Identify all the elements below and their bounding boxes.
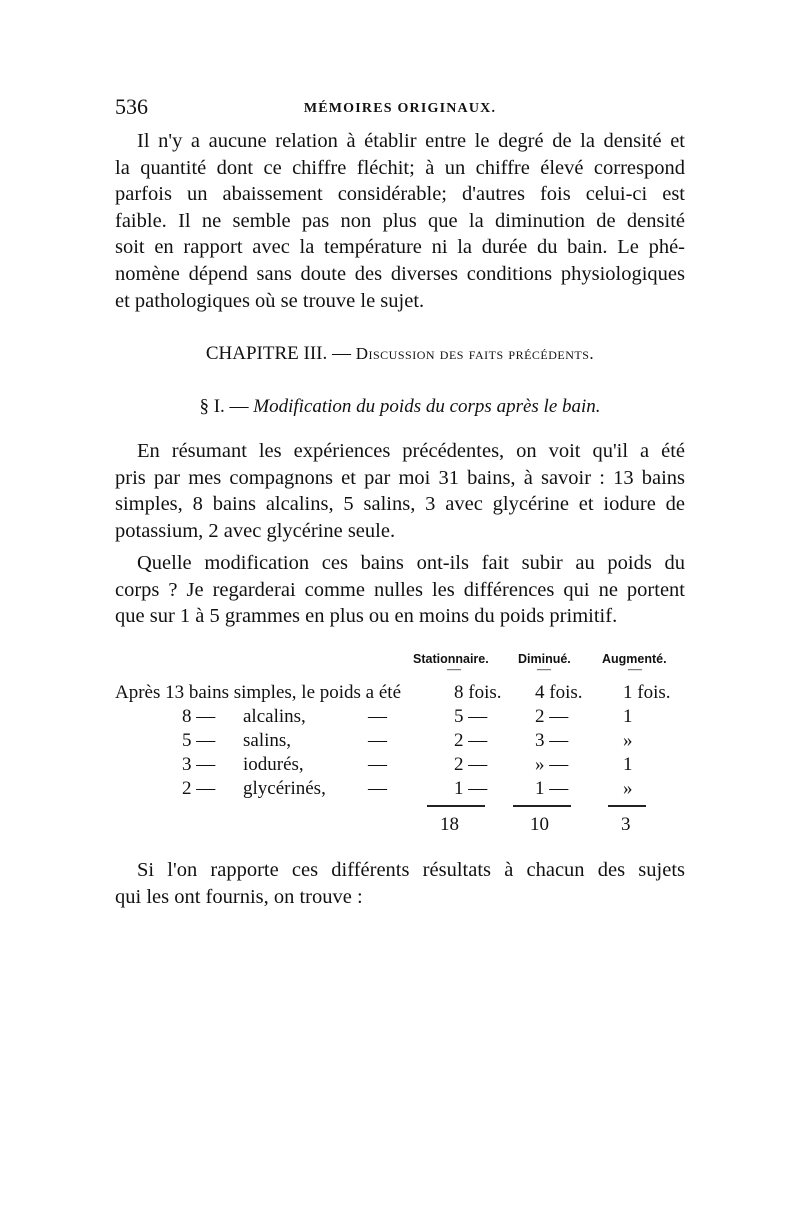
header-diminue: Diminué. — [518, 652, 571, 666]
total-diminue: 10 — [530, 814, 549, 835]
total-rule — [427, 805, 485, 807]
cell-diminue: 1 — — [535, 778, 569, 799]
cell-stationnaire: 1 — — [454, 778, 488, 799]
row-count: 3 — — [182, 754, 216, 775]
text-line: Si l'on rapporte ces différents résultats à chacun des sujets — [137, 859, 685, 881]
chapter-heading — [0, 343, 800, 365]
text-line: corps ? Je regarderai comme nulles les différences qui ne portent — [115, 578, 685, 601]
row-type: iodurés, — [243, 754, 304, 775]
paragraph-density — [115, 128, 685, 314]
text-line: soit en rapport avec la température ni la durée du bain. Le phé- — [115, 236, 685, 259]
header-dash: — — [628, 662, 642, 677]
cell-diminue: » — — [535, 754, 569, 775]
cell-stationnaire: 2 — — [454, 754, 488, 775]
cell-augmente: 1 fois. — [623, 682, 671, 703]
paragraph-conclusion — [115, 857, 685, 910]
row-sep: — — [368, 778, 387, 799]
text-line: parfois un abaissement considérable; d'autres fois celui-ci est — [115, 183, 685, 206]
row-sep: — — [368, 730, 387, 751]
cell-augmente: » — [623, 730, 633, 751]
text-line: et pathologiques où se trouve le sujet. — [115, 289, 425, 312]
header-augmente: Augmenté. — [602, 652, 667, 666]
cell-stationnaire: 8 fois. — [454, 682, 502, 703]
paragraph-summary — [115, 438, 685, 544]
header-dash: — — [447, 662, 461, 677]
row-count: 8 — — [182, 706, 216, 727]
section-heading — [0, 396, 800, 418]
running-title: MÉMOIRES ORIGINAUX. — [303, 101, 497, 116]
text-line: la quantité dont ce chiffre fléchit; à un chiffre élevé correspond — [115, 156, 685, 179]
text-line: faible. Il ne semble pas non plus que la diminution de densité — [115, 209, 685, 232]
cell-augmente: 1 — [623, 706, 633, 727]
text-line: Il n'y a aucune relation à établir entre le degré de la densité et — [137, 130, 685, 152]
cell-augmente: 1 — [623, 754, 633, 775]
cell-augmente: » — [623, 778, 633, 799]
row-count: 2 — — [182, 778, 216, 799]
cell-stationnaire: 5 — — [454, 706, 488, 727]
text-line: qui les ont fournis, on trouve : — [115, 885, 363, 908]
chapter-title: Discussion des faits précédents. — [355, 344, 595, 363]
text-line: simples, 8 bains alcalins, 5 salins, 3 avec glycérine et iodure de — [115, 493, 685, 516]
cell-diminue: 3 — — [535, 730, 569, 751]
page-number: 536 — [115, 94, 148, 119]
text-line: nomène dépend sans doute des diverses conditions physiologiques — [115, 262, 685, 285]
total-stationnaire: 18 — [440, 814, 459, 835]
section-title: Modification du poids du corps après le bain. — [253, 396, 601, 417]
row-type: glycérinés, — [243, 778, 326, 799]
chapter-number: CHAPITRE III. — — [205, 343, 351, 364]
total-rule — [513, 805, 571, 807]
text-line: En résumant les expériences précédentes, on voit qu'il a été — [137, 440, 685, 462]
text-line: que sur 1 à 5 grammes en plus ou en moins du poids primitif. — [115, 605, 618, 628]
paragraph-question — [115, 550, 685, 630]
cell-stationnaire: 2 — — [454, 730, 488, 751]
row-label: Après 13 bains simples, le poids a été — [115, 682, 402, 703]
row-type: alcalins, — [243, 706, 306, 727]
text-line: Quelle modification ces bains ont-ils fait subir au poids du — [137, 552, 685, 574]
row-sep: — — [368, 754, 387, 775]
text-line: potassium, 2 avec glycérine seule. — [115, 519, 396, 542]
total-rule — [608, 805, 646, 807]
header-stationnaire: Stationnaire. — [413, 652, 489, 666]
row-sep: — — [368, 706, 387, 727]
cell-diminue: 4 fois. — [535, 682, 583, 703]
cell-diminue: 2 — — [535, 706, 569, 727]
row-type: salins, — [243, 730, 292, 751]
header-dash: — — [537, 662, 551, 677]
section-mark: § I. — — [199, 396, 249, 417]
total-augmente: 3 — [621, 814, 631, 835]
row-count: 5 — — [182, 730, 216, 751]
text-line: pris par mes compagnons et par moi 31 bains, à savoir : 13 bains — [115, 466, 685, 489]
